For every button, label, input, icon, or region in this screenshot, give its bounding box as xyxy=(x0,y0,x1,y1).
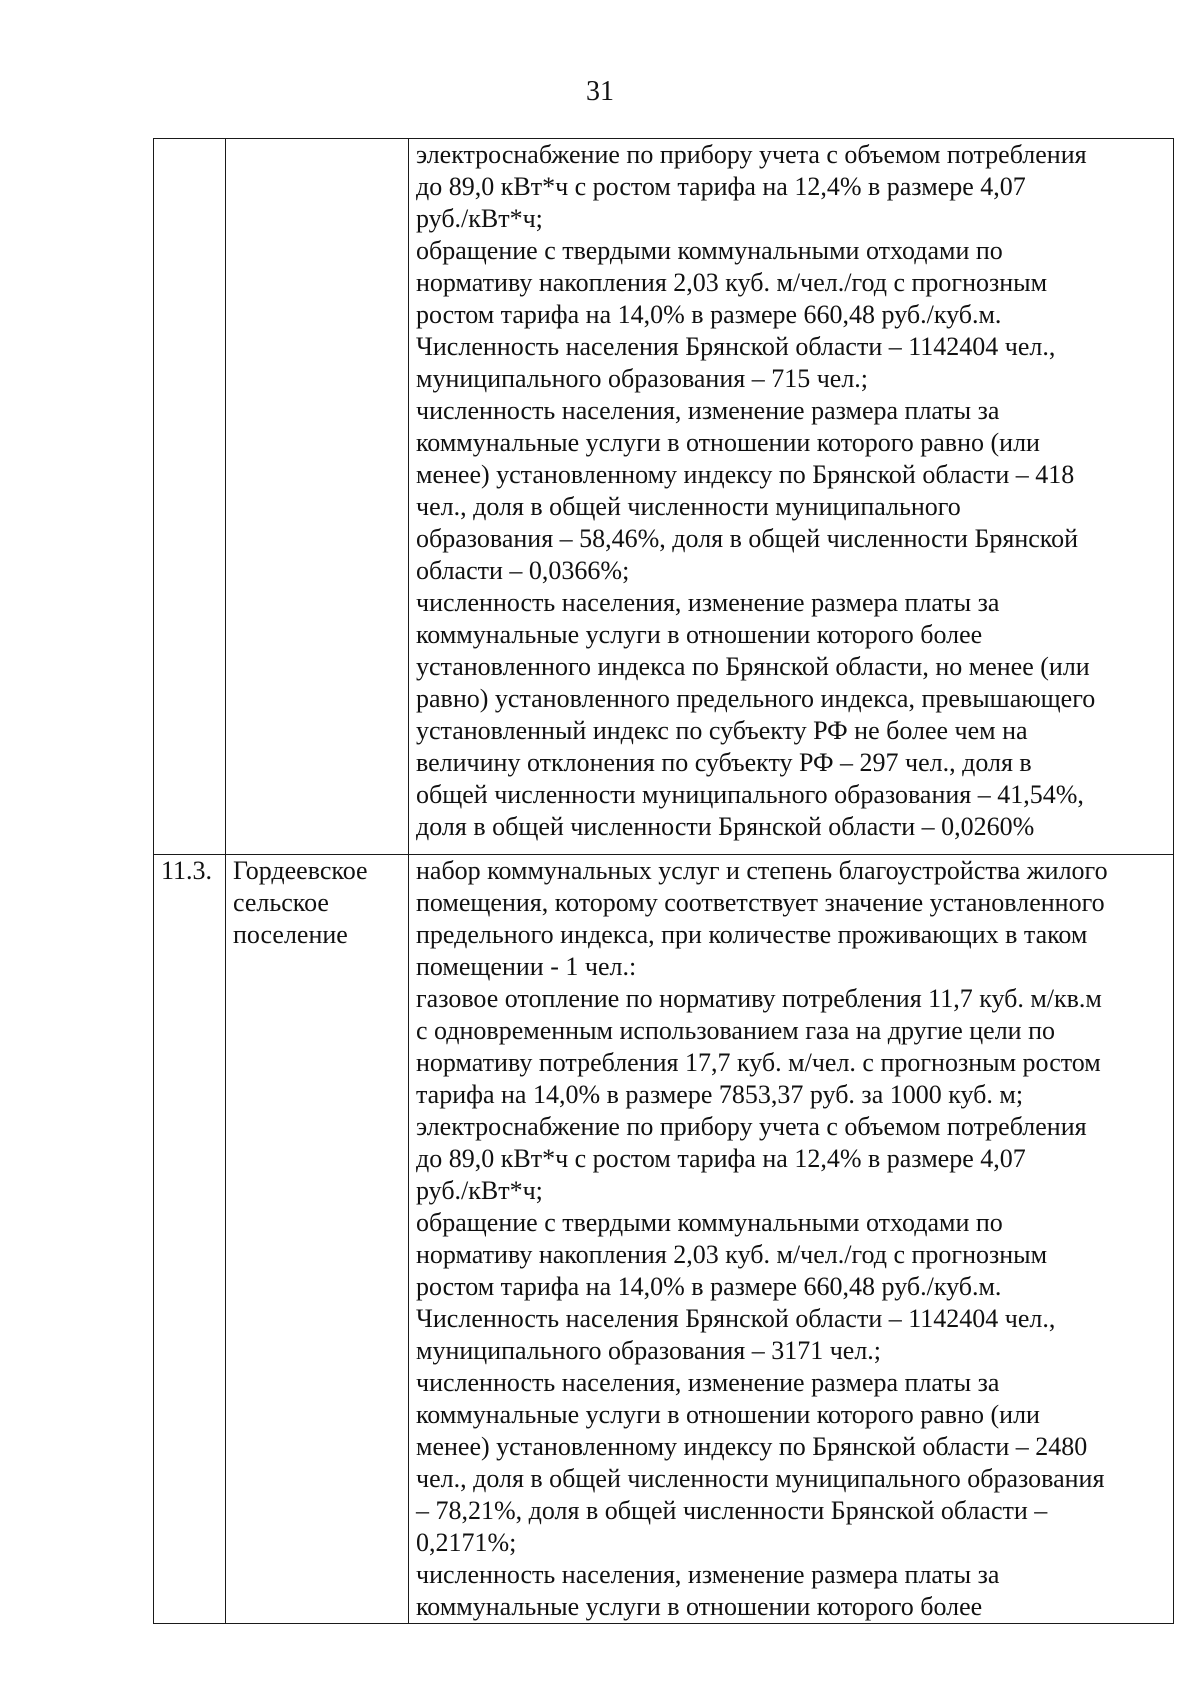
text-line: обращение с твердыми коммунальными отходами по xyxy=(416,1208,1003,1237)
text-line: менее) установленному индексу по Брянской области – 2480 xyxy=(416,1432,1088,1461)
text-line: доля в общей численности Брянской области – 0,0260% xyxy=(416,812,1035,841)
text-line: с одновременным использованием газа на другие цели по xyxy=(416,1016,1055,1045)
text-line: нормативу потребления 17,7 куб. м/чел. с прогнозным ростом xyxy=(416,1048,1101,1077)
text-line: руб./кВт*ч; xyxy=(416,204,543,233)
text-line: Численность населения Брянской области – 1142404 чел., xyxy=(416,1304,1056,1333)
text-line: установленный индекс по субъекту РФ не более чем на xyxy=(416,716,1028,745)
text-line: тарифа на 14,0% в размере 7853,37 руб. за 1000 куб. м; xyxy=(416,1080,1024,1109)
text-line: численность населения, изменение размера платы за xyxy=(416,1560,1000,1589)
municipality-name-cell xyxy=(226,855,409,1624)
text-line: менее) установленному индексу по Брянской области – 418 xyxy=(416,460,1075,489)
municipality-table xyxy=(153,138,1174,1624)
text-line: общей численности муниципального образования – 41,54%, xyxy=(416,780,1084,809)
text-line: до 89,0 кВт*ч с ростом тарифа на 12,4% в размере 4,07 xyxy=(416,172,1026,201)
text-line: нормативу накопления 2,03 куб. м/чел./год с прогнозным xyxy=(416,268,1048,297)
text-line: ростом тарифа на 14,0% в размере 660,48 руб./куб.м. xyxy=(416,1272,1002,1301)
text-line: газовое отопление по нормативу потребления 11,7 куб. м/кв.м xyxy=(416,984,1102,1013)
name-line: поселение xyxy=(233,920,348,949)
text-line: численность населения, изменение размера платы за xyxy=(416,588,1000,617)
text-line: установленного индекса по Брянской области, но менее (или xyxy=(416,652,1090,681)
page-number: 31 xyxy=(586,76,614,107)
text-line: численность населения, изменение размера платы за xyxy=(416,396,1000,425)
description-cell xyxy=(409,855,1174,1624)
table-row xyxy=(154,139,1174,855)
text-line: коммунальные услуги в отношении которого более xyxy=(416,620,983,649)
text-line: обращение с твердыми коммунальными отходами по xyxy=(416,236,1003,265)
text-line: электроснабжение по прибору учета с объемом потребления xyxy=(416,1112,1087,1141)
text-line: набор коммунальных услуг и степень благоустройства жилого xyxy=(416,856,1108,885)
text-line: до 89,0 кВт*ч с ростом тарифа на 12,4% в размере 4,07 xyxy=(416,1144,1026,1173)
text-line: коммунальные услуги в отношении которого равно (или xyxy=(416,1400,1040,1429)
text-line: ростом тарифа на 14,0% в размере 660,48 руб./куб.м. xyxy=(416,300,1002,329)
name-line: Гордеевское xyxy=(233,856,368,885)
text-line: коммунальные услуги в отношении которого более xyxy=(416,1592,983,1621)
text-line: чел., доля в общей численности муниципального xyxy=(416,492,961,521)
text-line: – 78,21%, доля в общей численности Брянской области – xyxy=(416,1496,1048,1525)
text-line: Численность населения Брянской области – 1142404 чел., xyxy=(416,332,1056,361)
text-line: области – 0,0366%; xyxy=(416,556,630,585)
text-line: муниципального образования – 3171 чел.; xyxy=(416,1336,882,1365)
description-cell xyxy=(409,139,1174,855)
name-line: сельское xyxy=(233,888,329,917)
text-line: помещения, которому соответствует значение установленного xyxy=(416,888,1105,917)
text-line: муниципального образования – 715 чел.; xyxy=(416,364,869,393)
row-number-cell xyxy=(154,139,226,855)
text-line: численность населения, изменение размера платы за xyxy=(416,1368,1000,1397)
municipality-name-cell xyxy=(226,139,409,855)
text-line: 0,2171%; xyxy=(416,1528,517,1557)
text-line: равно) установленного предельного индекса, превышающего xyxy=(416,684,1096,713)
text-line: чел., доля в общей численности муниципального образования xyxy=(416,1464,1105,1493)
table-row xyxy=(154,855,1174,1624)
text-line: величину отклонения по субъекту РФ – 297 чел., доля в xyxy=(416,748,1032,777)
text-line: электроснабжение по прибору учета с объемом потребления xyxy=(416,140,1087,169)
text-line: образования – 58,46%, доля в общей численности Брянской xyxy=(416,524,1079,553)
text-line: помещении - 1 чел.: xyxy=(416,952,637,981)
row-number-cell: 11.3. xyxy=(154,855,226,1624)
text-line: предельного индекса, при количестве проживающих в таком xyxy=(416,920,1088,949)
text-line: коммунальные услуги в отношении которого равно (или xyxy=(416,428,1040,457)
text-line: нормативу накопления 2,03 куб. м/чел./год с прогнозным xyxy=(416,1240,1048,1269)
text-line: руб./кВт*ч; xyxy=(416,1176,543,1205)
